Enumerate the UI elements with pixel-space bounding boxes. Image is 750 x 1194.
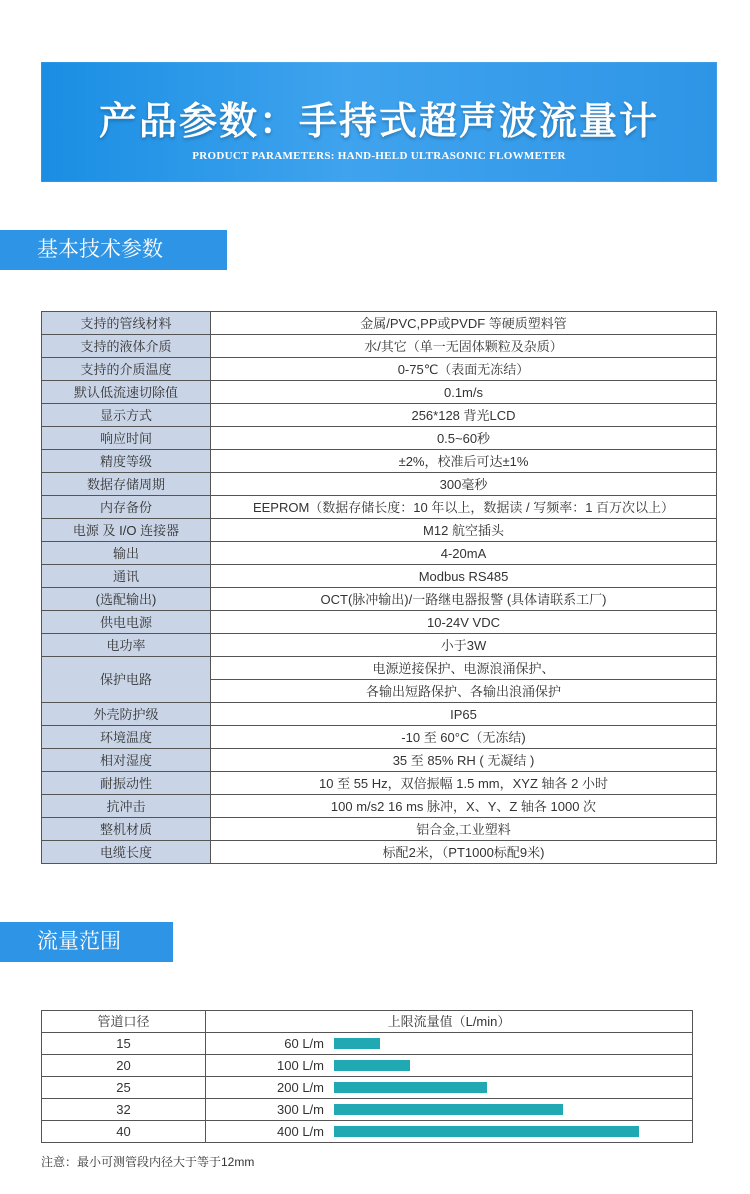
spec-key: 电功率 [42, 634, 211, 657]
spec-value: 256*128 背光LCD [211, 404, 717, 427]
spec-row [42, 841, 717, 864]
spec-key: 支持的液体介质 [42, 335, 211, 358]
spec-value: 10-24V VDC [211, 611, 717, 634]
flow-value-label: 100 L/m [277, 1058, 324, 1073]
flow-bar [334, 1038, 380, 1049]
flow-diameter: 20 [42, 1055, 206, 1077]
spec-value: 标配2米，（PT1000标配9米) [211, 841, 717, 864]
spec-key: 默认低流速切除值 [42, 381, 211, 404]
spec-row [42, 404, 717, 427]
spec-value: Modbus RS485 [211, 565, 717, 588]
spec-key: 显示方式 [42, 404, 211, 427]
flow-value-label: 400 L/m [277, 1124, 324, 1139]
flow-cell [206, 1121, 693, 1143]
flow-cell [206, 1077, 693, 1099]
flow-diameter: 40 [42, 1121, 206, 1143]
spec-key: 输出 [42, 542, 211, 565]
spec-key: 相对湿度 [42, 749, 211, 772]
spec-value: 小于3W [211, 634, 717, 657]
spec-key: 供电电源 [42, 611, 211, 634]
spec-row [42, 726, 717, 749]
spec-value: 金属/PVC,PP或PVDF 等硬质塑料管 [211, 312, 717, 335]
flow-row [42, 1077, 693, 1099]
flow-header-row [42, 1011, 693, 1033]
spec-value: -10 至 60°C（无冻结) [211, 726, 717, 749]
spec-value: ±2%，校准后可达±1% [211, 450, 717, 473]
spec-value: 10 至 55 Hz，双倍振幅 1.5 mm，XYZ 轴各 2 小时 [211, 772, 717, 795]
spec-value: 铝合金,工业塑料 [211, 818, 717, 841]
flow-range-table [41, 1010, 693, 1143]
spec-key: 数据存储周期 [42, 473, 211, 496]
flow-row [42, 1055, 693, 1077]
spec-row [42, 473, 717, 496]
spec-key: 环境温度 [42, 726, 211, 749]
spec-row [42, 358, 717, 381]
spec-value: M12 航空插头 [211, 519, 717, 542]
spec-key: 耐振动性 [42, 772, 211, 795]
spec-row [42, 542, 717, 565]
spec-value: IP65 [211, 703, 717, 726]
spec-key: 整机材质 [42, 818, 211, 841]
spec-row [42, 795, 717, 818]
section-flow-range: 流量范围 [0, 922, 173, 962]
flow-bar [334, 1126, 639, 1137]
flow-diameter: 25 [42, 1077, 206, 1099]
flow-bar [334, 1082, 487, 1093]
spec-value: EEPROM（数据存储长度：10 年以上，数据读 / 写频率：1 百万次以上） [211, 496, 717, 519]
spec-value: 4-20mA [211, 542, 717, 565]
header-banner [41, 62, 717, 182]
spec-row [42, 772, 717, 795]
flow-row [42, 1033, 693, 1055]
spec-value: 0-75℃（表面无冻结） [211, 358, 717, 381]
spec-row [42, 818, 717, 841]
spec-key: 抗冲击 [42, 795, 211, 818]
spec-key: 外壳防护级 [42, 703, 211, 726]
spec-row [42, 634, 717, 657]
spec-value: 300毫秒 [211, 473, 717, 496]
spec-row [42, 519, 717, 542]
page-title: 产品参数：手持式超声波流量计 [98, 98, 659, 143]
spec-value: 0.1m/s [211, 381, 717, 404]
flow-bar [334, 1104, 563, 1115]
spec-row [42, 749, 717, 772]
flow-cell [206, 1033, 693, 1055]
spec-value: 水/其它（单一无固体颗粒及杂质） [211, 335, 717, 358]
spec-value: 35 至 85% RH ( 无凝结 ) [211, 749, 717, 772]
spec-key: 保护电路 [42, 657, 211, 703]
spec-row [42, 611, 717, 634]
page-subtitle: PRODUCT PARAMETERS: HAND-HELD ULTRASONIC FLOWMETER [192, 150, 566, 162]
flow-cell [206, 1055, 693, 1077]
spec-value: 0.5~60秒 [211, 427, 717, 450]
spec-key: 内存备份 [42, 496, 211, 519]
spec-value: OCT(脉冲输出)/一路继电器报警 (具体请联系工厂) [211, 588, 717, 611]
spec-table [41, 311, 717, 864]
spec-row [42, 703, 717, 726]
spec-key: (选配输出) [42, 588, 211, 611]
flow-diameter: 32 [42, 1099, 206, 1121]
spec-value: 各输出短路保护、各输出浪涌保护 [211, 680, 717, 703]
flow-bar [334, 1060, 410, 1071]
footnote: 注意：最小可测管段内径大于等于12mm [41, 1155, 255, 1169]
spec-key: 通讯 [42, 565, 211, 588]
spec-row [42, 427, 717, 450]
spec-value: 100 m/s2 16 ms 脉冲，X、Y、Z 轴各 1000 次 [211, 795, 717, 818]
spec-row [42, 565, 717, 588]
flow-header-max-flow: 上限流量值（L/min） [206, 1011, 693, 1033]
spec-key: 电源 及 I/O 连接器 [42, 519, 211, 542]
spec-key: 电缆长度 [42, 841, 211, 864]
flow-diameter: 15 [42, 1033, 206, 1055]
spec-key: 精度等级 [42, 450, 211, 473]
spec-row [42, 312, 717, 335]
spec-key: 支持的介质温度 [42, 358, 211, 381]
flow-row [42, 1099, 693, 1121]
section-basic-params: 基本技术参数 [0, 230, 227, 270]
spec-row [42, 335, 717, 358]
flow-value-label: 60 L/m [284, 1036, 324, 1051]
spec-key: 支持的管线材料 [42, 312, 211, 335]
spec-row [42, 381, 717, 404]
flow-value-label: 200 L/m [277, 1080, 324, 1095]
flow-header-diameter: 管道口径 [42, 1011, 206, 1033]
flow-cell [206, 1099, 693, 1121]
spec-value: 电源逆接保护、电源浪涌保护、 [211, 657, 717, 680]
spec-row [42, 657, 717, 680]
spec-row [42, 450, 717, 473]
spec-row [42, 496, 717, 519]
flow-row [42, 1121, 693, 1143]
spec-row [42, 588, 717, 611]
flow-value-label: 300 L/m [277, 1102, 324, 1117]
spec-key: 响应时间 [42, 427, 211, 450]
